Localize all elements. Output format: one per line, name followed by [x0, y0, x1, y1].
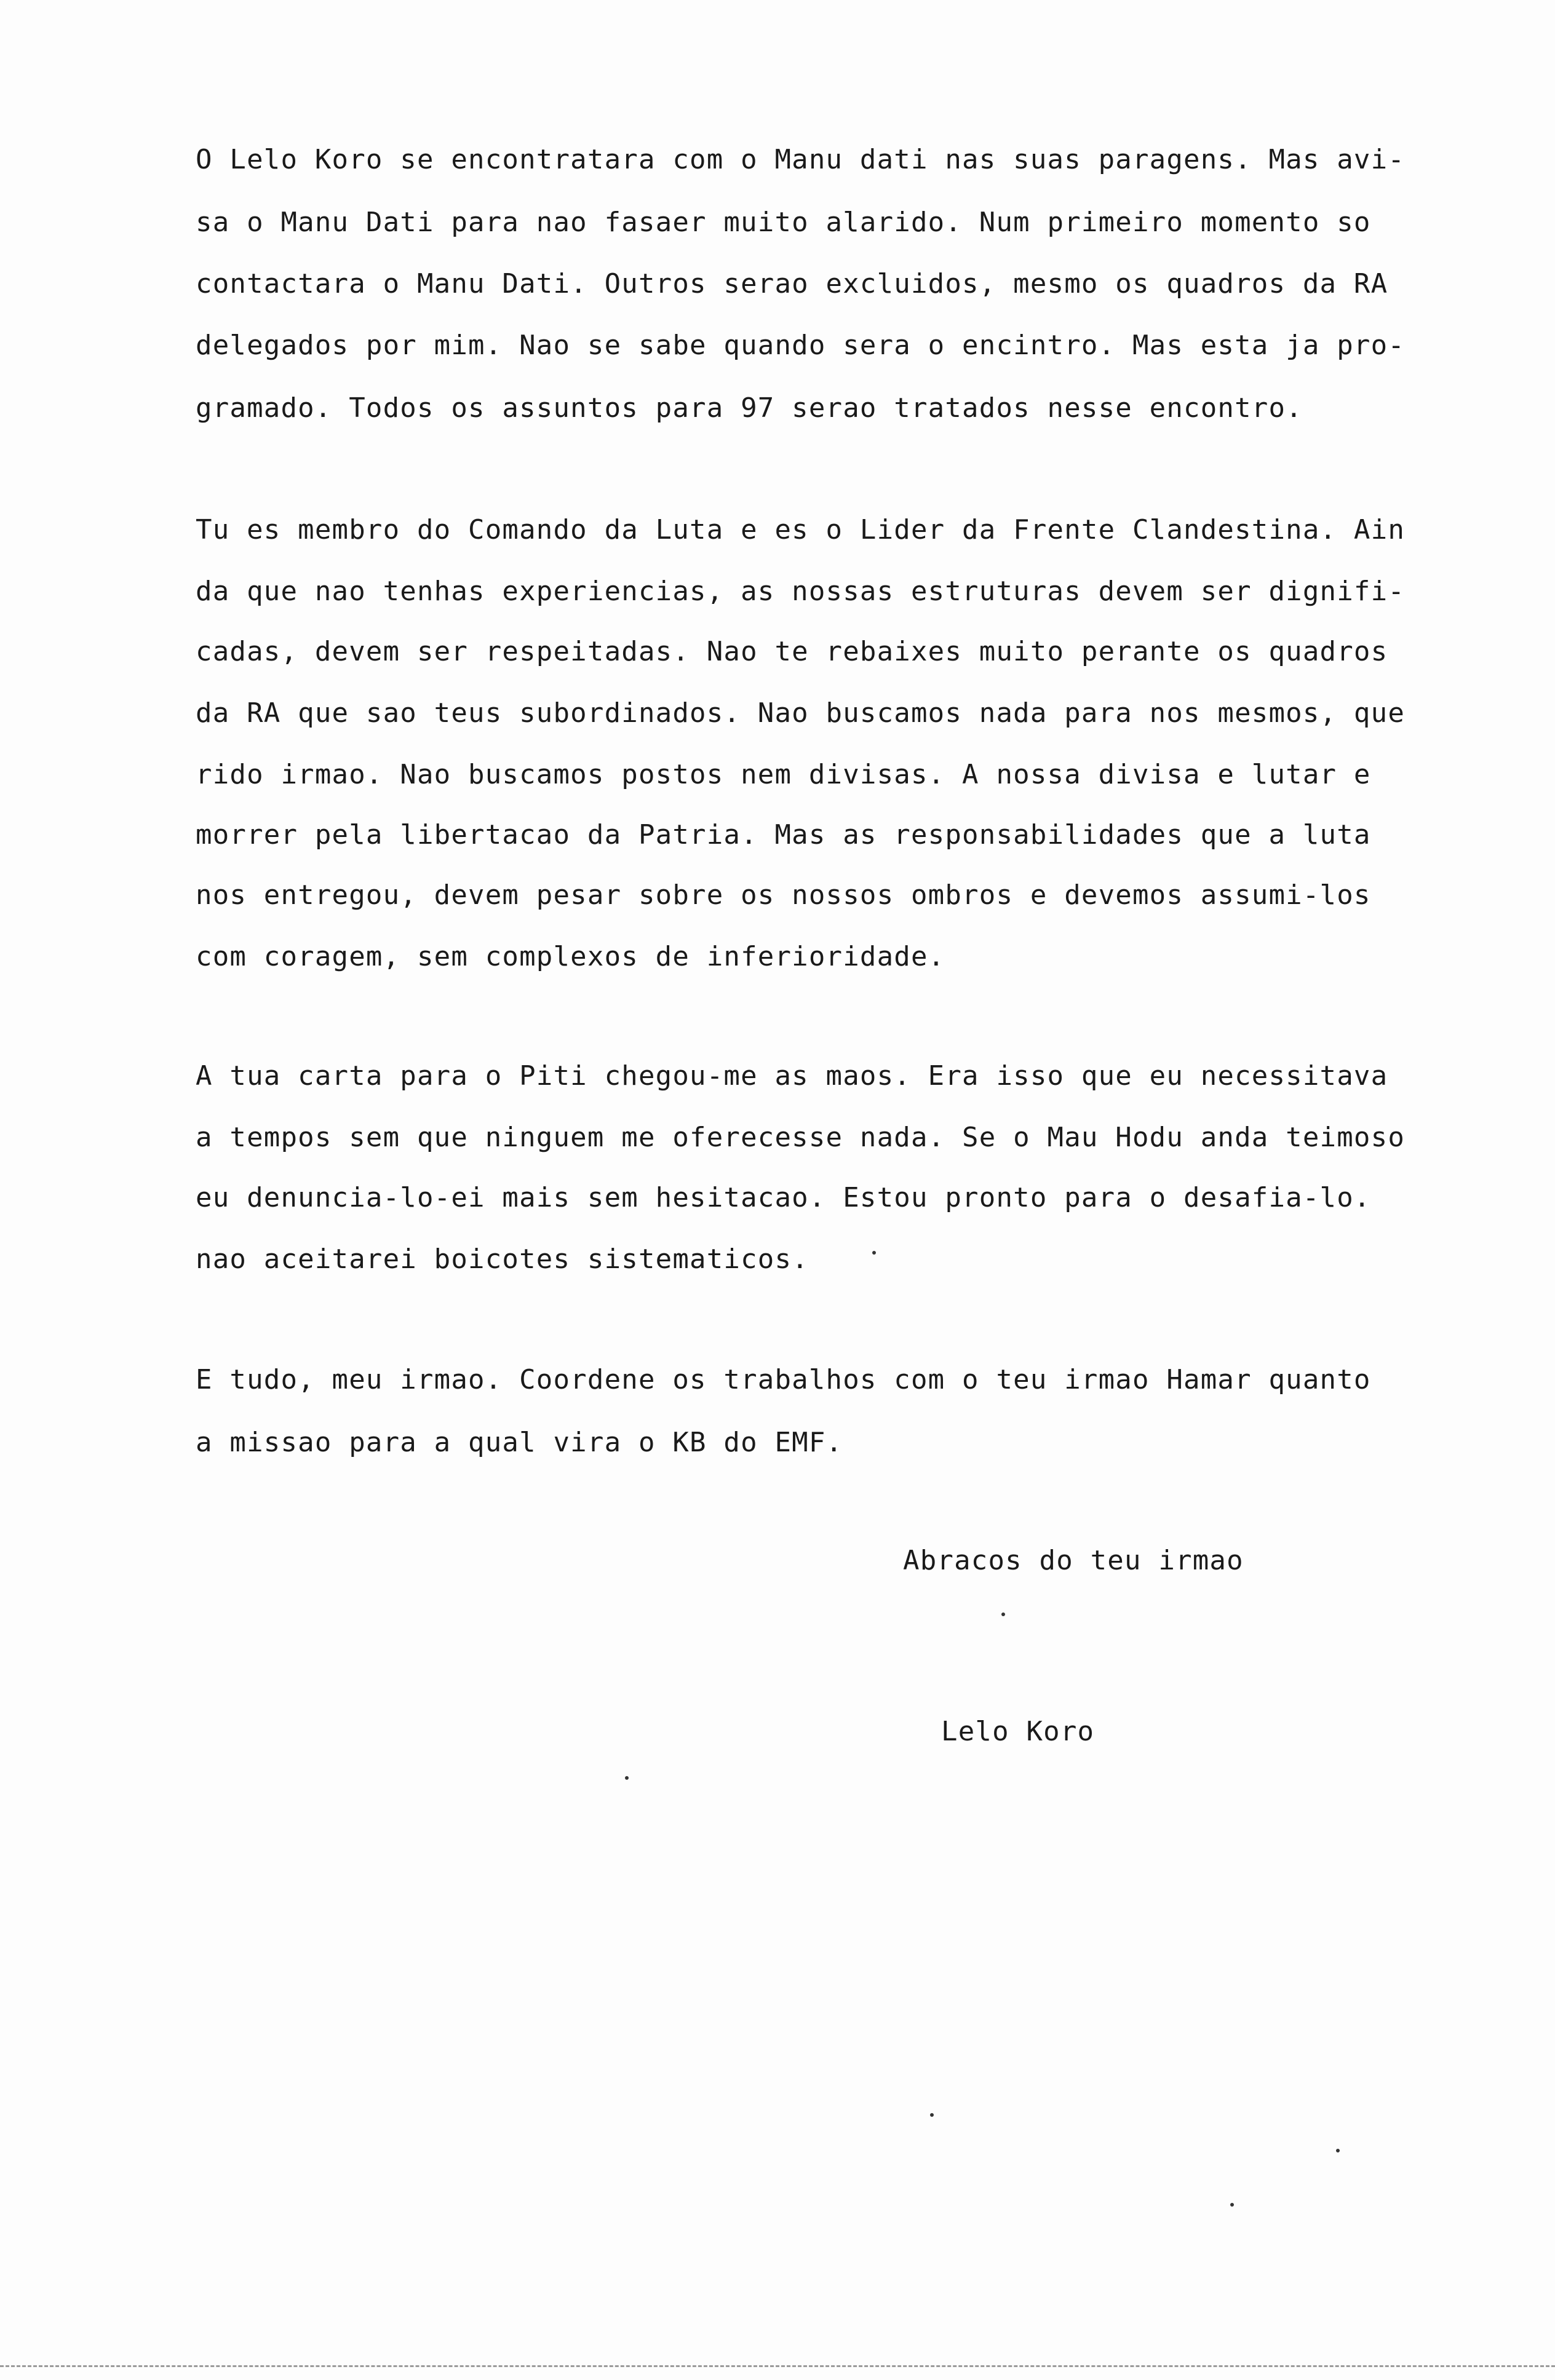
text-line: eu denuncia-lo-ei mais sem hesitacao. Estou pronto para o desafia-lo.	[196, 1182, 1371, 1213]
scan-speck	[872, 1251, 876, 1255]
scan-speck	[1230, 2203, 1234, 2207]
scan-speck	[1001, 1612, 1005, 1616]
scan-speck	[930, 2113, 934, 2117]
text-line: delegados por mim. Nao se sabe quando sera o encintro. Mas esta ja pro-	[196, 330, 1406, 361]
text-line: O Lelo Koro se encontratara com o Manu dati nas suas paragens. Mas avi-	[196, 144, 1406, 175]
text-line: nos entregou, devem pesar sobre os nossos ombros e devemos assumi-los	[196, 879, 1371, 911]
text-line: rido irmao. Nao buscamos postos nem divisas. A nossa divisa e lutar e	[196, 759, 1371, 790]
text-line: morrer pela libertacao da Patria. Mas as responsabilidades que a luta	[196, 819, 1371, 851]
signature: Lelo Koro	[941, 1716, 1095, 1747]
text-line: a missao para a qual vira o KB do EMF.	[196, 1427, 843, 1458]
text-line: da que nao tenhas experiencias, as nossas estruturas devem ser dignifi-	[196, 576, 1406, 607]
text-line: nao aceitarei boicotes sistematicos.	[196, 1244, 809, 1275]
text-line: da RA que sao teus subordinados. Nao buscamos nada para nos mesmos, que	[196, 697, 1406, 729]
text-line: com coragem, sem complexos de inferioridade.	[196, 941, 945, 972]
scan-speck	[625, 1776, 629, 1780]
text-line: a tempos sem que ninguem me oferecesse nada. Se o Mau Hodu anda teimoso	[196, 1122, 1406, 1153]
scan-edge-line	[0, 2365, 1555, 2367]
text-line: A tua carta para o Piti chegou-me as maos. Era isso que eu necessitava	[196, 1060, 1388, 1092]
closing-line: Abracos do teu irmao	[903, 1545, 1244, 1576]
text-line: cadas, devem ser respeitadas. Nao te rebaixes muito perante os quadros	[196, 636, 1388, 667]
text-line: sa o Manu Dati para nao fasaer muito alarido. Num primeiro momento so	[196, 207, 1371, 238]
text-line: contactara o Manu Dati. Outros serao excluidos, mesmo os quadros da RA	[196, 268, 1388, 299]
text-line: Tu es membro do Comando da Luta e es o Lider da Frente Clandestina. Ain	[196, 514, 1406, 545]
scan-speck	[1336, 2149, 1340, 2152]
text-line: E tudo, meu irmao. Coordene os trabalhos com o teu irmao Hamar quanto	[196, 1364, 1371, 1395]
text-line: gramado. Todos os assuntos para 97 serao tratados nesse encontro.	[196, 392, 1303, 424]
